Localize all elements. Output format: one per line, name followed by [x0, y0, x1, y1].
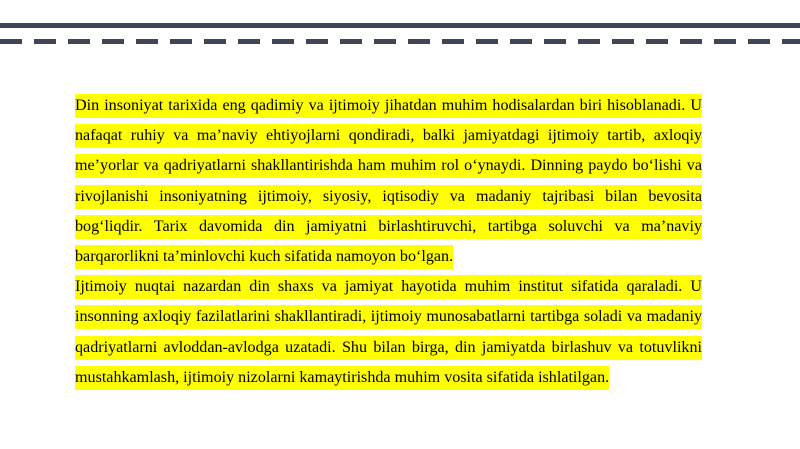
- header-solid-rule: [0, 23, 800, 28]
- paragraph-2: [75, 272, 702, 393]
- document-body: [75, 91, 702, 393]
- header-dashed-rule: [0, 39, 800, 44]
- highlighted-text: Ijtimoiy nuqtai nazardan din shaxs va jamiyat hayotida muhim institut sifatida qaraladi. U insonning axloqiy fazilatlarini shakllantiradi, ijtimoiy munosabatlarni tartibga soladi va madaniy qadriyatlarni avloddan-avlodga uzatadi. Shu bilan birga, din jamiyatda birlashuv va totuvlikni mustahkamlash, ijtimoiy nizolarni kamaytirishda muhim vosita sifatida ishlatilgan.: [75, 275, 702, 390]
- paragraph-1: [75, 91, 702, 272]
- highlighted-text: Din insoniyat tarixida eng qadimiy va ijtimoiy jihatdan muhim hodisalardan biri hisoblanadi. U nafaqat ruhiy va ma’naviy ehtiyojlarni qondiradi, balki jamiyatdagi ijtimoiy tartib, axloqiy me’yorlar va qadriyatlarni shakllantirishda ham muhim rol o‘ynaydi. Dinning paydo bo‘lishi va rivojlanishi insoniyatning ijtimoiy, siyosiy, iqtisodiy va madaniy tajribasi bilan bevosita bog‘liqdir. Tarix davomida din jamiyatni birlashtiruvchi, tartibga soluvchi va ma’naviy barqarorlikni ta’minlovchi kuch sifatida namoyon bo‘lgan.: [75, 94, 702, 269]
